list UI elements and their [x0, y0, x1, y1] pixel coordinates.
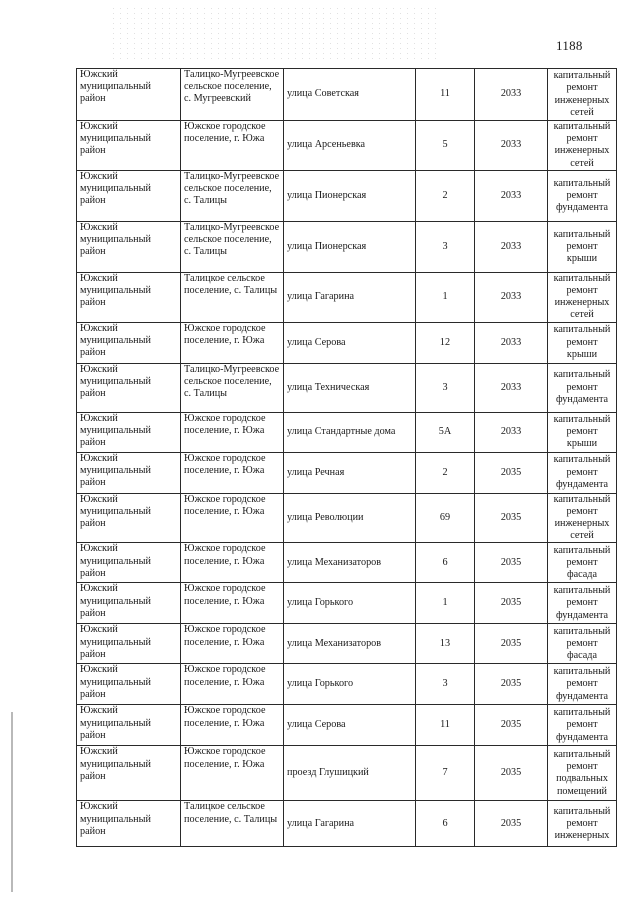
cell-street: улица Механизаторов — [284, 543, 416, 583]
cell-year: 2033 — [475, 322, 548, 363]
cell-district: Южский муниципальный район — [77, 583, 181, 624]
cell-year: 2035 — [475, 493, 548, 543]
scan-noise — [110, 6, 440, 61]
cell-street: улица Техническая — [284, 363, 416, 412]
cell-street: улица Пионерская — [284, 170, 416, 221]
cell-year: 2035 — [475, 583, 548, 624]
table-row — [77, 624, 617, 664]
cell-district: Южский муниципальный район — [77, 452, 181, 493]
cell-district: Южский муниципальный район — [77, 322, 181, 363]
table-row — [77, 363, 617, 412]
table-row — [77, 493, 617, 543]
cell-year: 2035 — [475, 664, 548, 705]
table-row — [77, 543, 617, 583]
cell-district: Южский муниципальный район — [77, 705, 181, 746]
scan-edge-mark — [11, 712, 13, 892]
cell-year: 2033 — [475, 272, 548, 322]
cell-year: 2035 — [475, 543, 548, 583]
cell-street: проезд Глушицкий — [284, 746, 416, 801]
table-row — [77, 170, 617, 221]
cell-settlement: Талицко-Мугреевское сельское поселение, с. Талицы — [181, 221, 284, 272]
cell-work: капитальный ремонт инженерных сетей — [548, 272, 617, 322]
cell-settlement: Талицкое сельское поселение, с. Талицы — [181, 801, 284, 847]
cell-street: улица Арсеньевка — [284, 121, 416, 171]
cell-settlement: Талицко-Мугреевское сельское поселение, с. Талицы — [181, 363, 284, 412]
cell-settlement: Южское городское поселение, г. Южа — [181, 705, 284, 746]
table-row — [77, 746, 617, 801]
cell-house: 13 — [416, 624, 475, 664]
table-row — [77, 801, 617, 847]
cell-work: капитальный ремонт фундамента — [548, 583, 617, 624]
cell-settlement: Южское городское поселение, г. Южа — [181, 452, 284, 493]
cell-house: 6 — [416, 801, 475, 847]
cell-house: 11 — [416, 69, 475, 121]
table-row — [77, 664, 617, 705]
cell-settlement: Южское городское поселение, г. Южа — [181, 322, 284, 363]
cell-street: улица Стандартные дома — [284, 412, 416, 452]
cell-year: 2035 — [475, 705, 548, 746]
cell-settlement: Южское городское поселение, г. Южа — [181, 746, 284, 801]
cell-work: капитальный ремонт крыши — [548, 412, 617, 452]
cell-work: капитальный ремонт фундамента — [548, 664, 617, 705]
cell-district: Южский муниципальный район — [77, 272, 181, 322]
page-number: 1188 — [556, 38, 583, 53]
cell-work: капитальный ремонт фундамента — [548, 170, 617, 221]
table-row — [77, 452, 617, 493]
cell-work: капитальный ремонт фасада — [548, 543, 617, 583]
table-body — [77, 69, 617, 847]
cell-settlement: Южское городское поселение, г. Южа — [181, 624, 284, 664]
cell-year: 2033 — [475, 69, 548, 121]
cell-house: 12 — [416, 322, 475, 363]
cell-year: 2033 — [475, 170, 548, 221]
cell-street: улица Горького — [284, 583, 416, 624]
cell-district: Южский муниципальный район — [77, 543, 181, 583]
table-row — [77, 221, 617, 272]
cell-street: улица Гагарина — [284, 801, 416, 847]
cell-house: 69 — [416, 493, 475, 543]
cell-year: 2033 — [475, 363, 548, 412]
cell-house: 5А — [416, 412, 475, 452]
cell-work: капитальный ремонт фасада — [548, 624, 617, 664]
cell-street: улица Революции — [284, 493, 416, 543]
table-row — [77, 322, 617, 363]
cell-district: Южский муниципальный район — [77, 170, 181, 221]
cell-street: улица Серова — [284, 322, 416, 363]
cell-settlement: Южское городское поселение, г. Южа — [181, 664, 284, 705]
cell-street: улица Гагарина — [284, 272, 416, 322]
cell-district: Южский муниципальный район — [77, 69, 181, 121]
cell-settlement: Талицкое сельское поселение, с. Талицы — [181, 272, 284, 322]
cell-settlement: Южское городское поселение, г. Южа — [181, 493, 284, 543]
cell-house: 3 — [416, 363, 475, 412]
table-row — [77, 272, 617, 322]
cell-street: улица Советская — [284, 69, 416, 121]
cell-work: капитальный ремонт инженерных сетей — [548, 121, 617, 171]
cell-work: капитальный ремонт подвальных помещений — [548, 746, 617, 801]
cell-district: Южский муниципальный район — [77, 121, 181, 171]
cell-settlement: Талицко-Мугреевское сельское поселение, с. Талицы — [181, 170, 284, 221]
cell-work: капитальный ремонт фундамента — [548, 363, 617, 412]
cell-street: улица Пионерская — [284, 221, 416, 272]
cell-work: капитальный ремонт инженерных — [548, 801, 617, 847]
cell-settlement: Южское городское поселение, г. Южа — [181, 412, 284, 452]
cell-year: 2035 — [475, 624, 548, 664]
table-row — [77, 121, 617, 171]
cell-district: Южский муниципальный район — [77, 493, 181, 543]
table-row — [77, 412, 617, 452]
cell-settlement: Южское городское поселение, г. Южа — [181, 583, 284, 624]
cell-settlement: Талицко-Мугреевское сельское поселение, с. Мугреевский — [181, 69, 284, 121]
repair-schedule-table — [76, 68, 617, 847]
cell-settlement: Южское городское поселение, г. Южа — [181, 121, 284, 171]
cell-work: капитальный ремонт инженерных сетей — [548, 69, 617, 121]
cell-house: 11 — [416, 705, 475, 746]
cell-district: Южский муниципальный район — [77, 746, 181, 801]
cell-work: капитальный ремонт фундамента — [548, 452, 617, 493]
table-row — [77, 705, 617, 746]
cell-work: капитальный ремонт крыши — [548, 322, 617, 363]
cell-work: капитальный ремонт крыши — [548, 221, 617, 272]
cell-house: 3 — [416, 221, 475, 272]
cell-house: 7 — [416, 746, 475, 801]
cell-house: 1 — [416, 272, 475, 322]
cell-district: Южский муниципальный район — [77, 363, 181, 412]
cell-work: капитальный ремонт фундамента — [548, 705, 617, 746]
cell-district: Южский муниципальный район — [77, 664, 181, 705]
cell-year: 2035 — [475, 452, 548, 493]
cell-district: Южский муниципальный район — [77, 412, 181, 452]
cell-house: 1 — [416, 583, 475, 624]
cell-year: 2033 — [475, 121, 548, 171]
cell-street: улица Речная — [284, 452, 416, 493]
cell-house: 2 — [416, 170, 475, 221]
cell-year: 2033 — [475, 412, 548, 452]
cell-settlement: Южское городское поселение, г. Южа — [181, 543, 284, 583]
cell-district: Южский муниципальный район — [77, 801, 181, 847]
table-row — [77, 69, 617, 121]
cell-district: Южский муниципальный район — [77, 624, 181, 664]
cell-street: улица Горького — [284, 664, 416, 705]
cell-year: 2035 — [475, 801, 548, 847]
cell-street: улица Серова — [284, 705, 416, 746]
cell-year: 2033 — [475, 221, 548, 272]
cell-house: 3 — [416, 664, 475, 705]
cell-street: улица Механизаторов — [284, 624, 416, 664]
table-row — [77, 583, 617, 624]
cell-house: 6 — [416, 543, 475, 583]
cell-house: 2 — [416, 452, 475, 493]
cell-year: 2035 — [475, 746, 548, 801]
cell-work: капитальный ремонт инженерных сетей — [548, 493, 617, 543]
cell-house: 5 — [416, 121, 475, 171]
cell-district: Южский муниципальный район — [77, 221, 181, 272]
